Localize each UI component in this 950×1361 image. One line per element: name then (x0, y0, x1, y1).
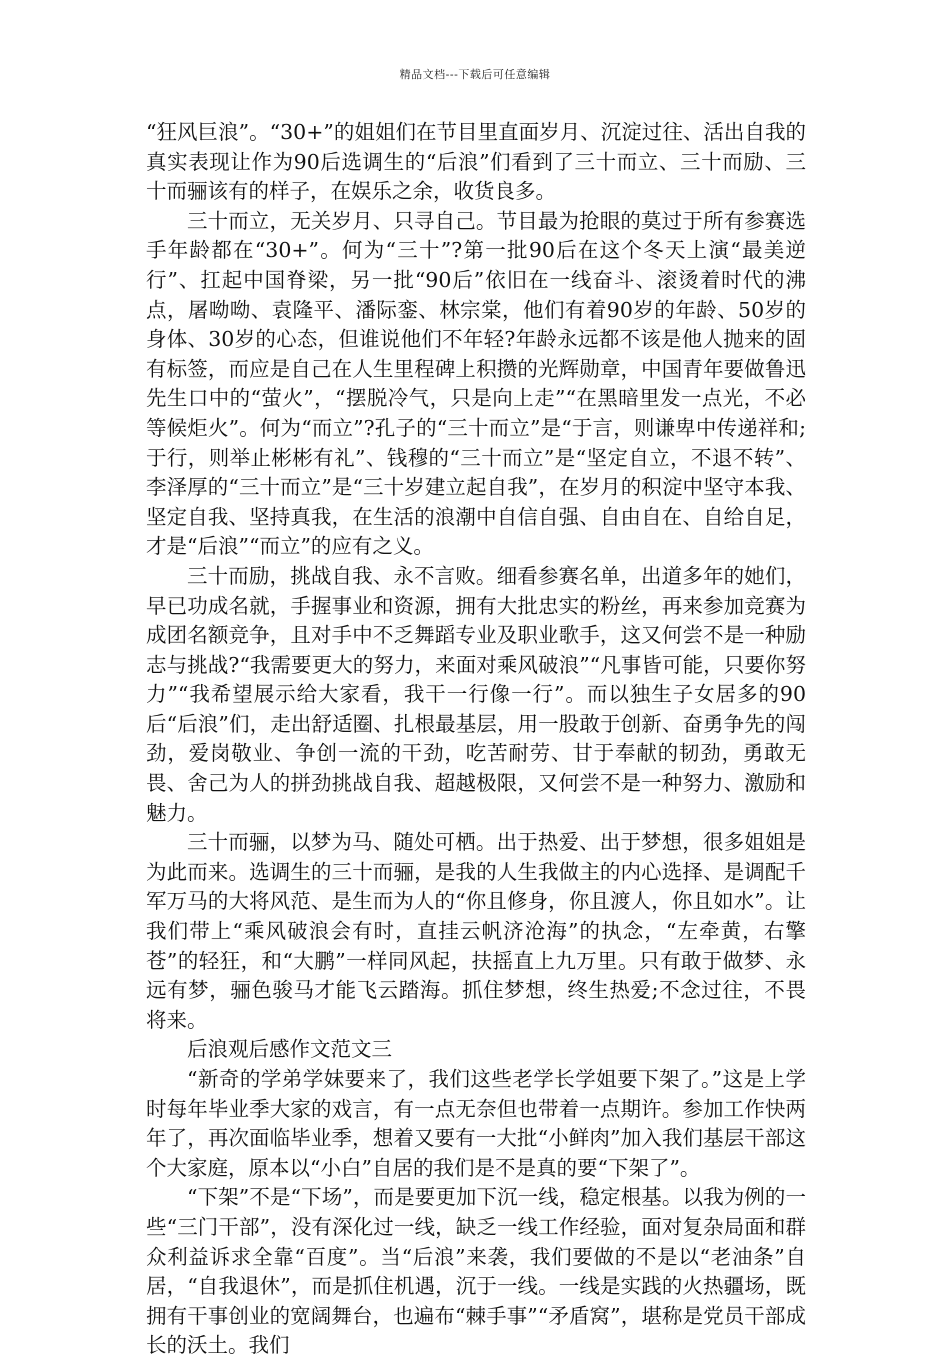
paragraph: “新奇的学弟学妹要来了，我们这些老学长学姐要下架了。”这是上学时每年毕业季大家的戏言，有一点无奈但也带着一点期许。参加工作快两年了，再次面临毕业季，想着又要有一大批“小鲜肉”加入我们基层干部这个大家庭，原本以“小白”自居的我们是不是真的要“下架了”。 (146, 1067, 806, 1180)
paragraph: 三十而骊，以梦为马、随处可栖。出于热爱、出于梦想，很多姐姐是为此而来。选调生的三十而骊，是我的人生我做主的内心选择、是调配千军万马的大将风范、是生而为人的“你且修身，你且渡人，你且如水”。让我们带上“乘风破浪会有时，直挂云帆济沧海”的执念，“左牵黄，右擎苍”的轻狂，和“大鹏”一样同风起，扶摇直上九万里。只有敢于做梦、永远有梦，骊色骏马才能飞云踏海。抓住梦想，终生热爱;不念过往，不畏将来。 (146, 830, 806, 1032)
paragraph: “下架”不是“下场”，而是要更加下沉一线，稳定根基。以我为例的一些“三门干部”，没有深化过一线，缺乏一线工作经验，面对复杂局面和群众利益诉求全靠“百度”。当“后浪”来袭，我们要做的不是以“老油条”自居，“自我退休”，而是抓住机遇，沉于一线。一线是实践的火热疆场，既拥有干事创业的宽阔舞台，也遍布“棘手事”“矛盾窝”，堪称是党员干部成长的沃土。我们 (146, 1185, 806, 1358)
page-header: 精品文档---下载后可任意编辑 (399, 68, 551, 81)
section-heading: 后浪观后感作文范文三 (187, 1037, 392, 1062)
paragraph: “狂风巨浪”。“30+”的姐姐们在节目里直面岁月、沉淀过往、活出自我的真实表现让作为90后选调生的“后浪”们看到了三十而立、三十而励、三十而骊该有的样子，在娱乐之余，收货良多。 (146, 120, 806, 204)
paragraph: 三十而立，无关岁月、只寻自己。节目最为抢眼的莫过于所有参赛选手年龄都在“30+”。何为“三十”?第一批90后在这个冬天上演“最美逆行”、扛起中国脊梁，另一批“90后”依旧在一线奋斗、滚烫着时代的沸点，屠呦呦、袁隆平、潘际銮、林宗棠，他们有着90岁的年龄、50岁的身体、30岁的心态，但谁说他们不年轻?年龄永远都不该是他人抛来的固有标签，而应是自己在人生里程碑上积攒的光辉勋章，中国青年要做鲁迅先生口中的“萤火”，“摆脱冷气，只是向上走”“在黑暗里发一点光，不必等候炬火”。何为“而立”?孔子的“三十而立”是“于言，则谦卑中传递祥和;于行，则举止彬彬有礼”、钱穆的“三十而立”是“坚定自立，不退不转”、李泽厚的“三十而立”是“三十岁建立起自我”，在岁月的积淀中坚守本我、坚定自我、坚持真我，在生活的浪潮中自信自强、自由自在、自给自足，才是“后浪”“而立”的应有之义。 (146, 208, 806, 559)
document-body (146, 118, 806, 1361)
paragraph: 三十而励，挑战自我、永不言败。细看参赛名单，出道多年的她们，早已功成名就，手握事业和资源，拥有大批忠实的粉丝，再来参加竞赛为成团名额竞争，且对手中不乏舞蹈专业及职业歌手，这又何尝不是一种励志与挑战?“我需要更大的努力，来面对乘风破浪”“凡事皆可能，只要你努力”“我希望展示给大家看，我干一行像一行”。而以独生子女居多的90后“后浪”们，走出舒适圈、扎根最基层，用一股敢于创新、奋勇争先的闯劲，爱岗敬业、争创一流的干劲，吃苦耐劳、甘于奉献的韧劲，勇敢无畏、舍己为人的拼劲挑战自我、超越极限，又何尝不是一种努力、激励和魅力。 (146, 563, 806, 825)
